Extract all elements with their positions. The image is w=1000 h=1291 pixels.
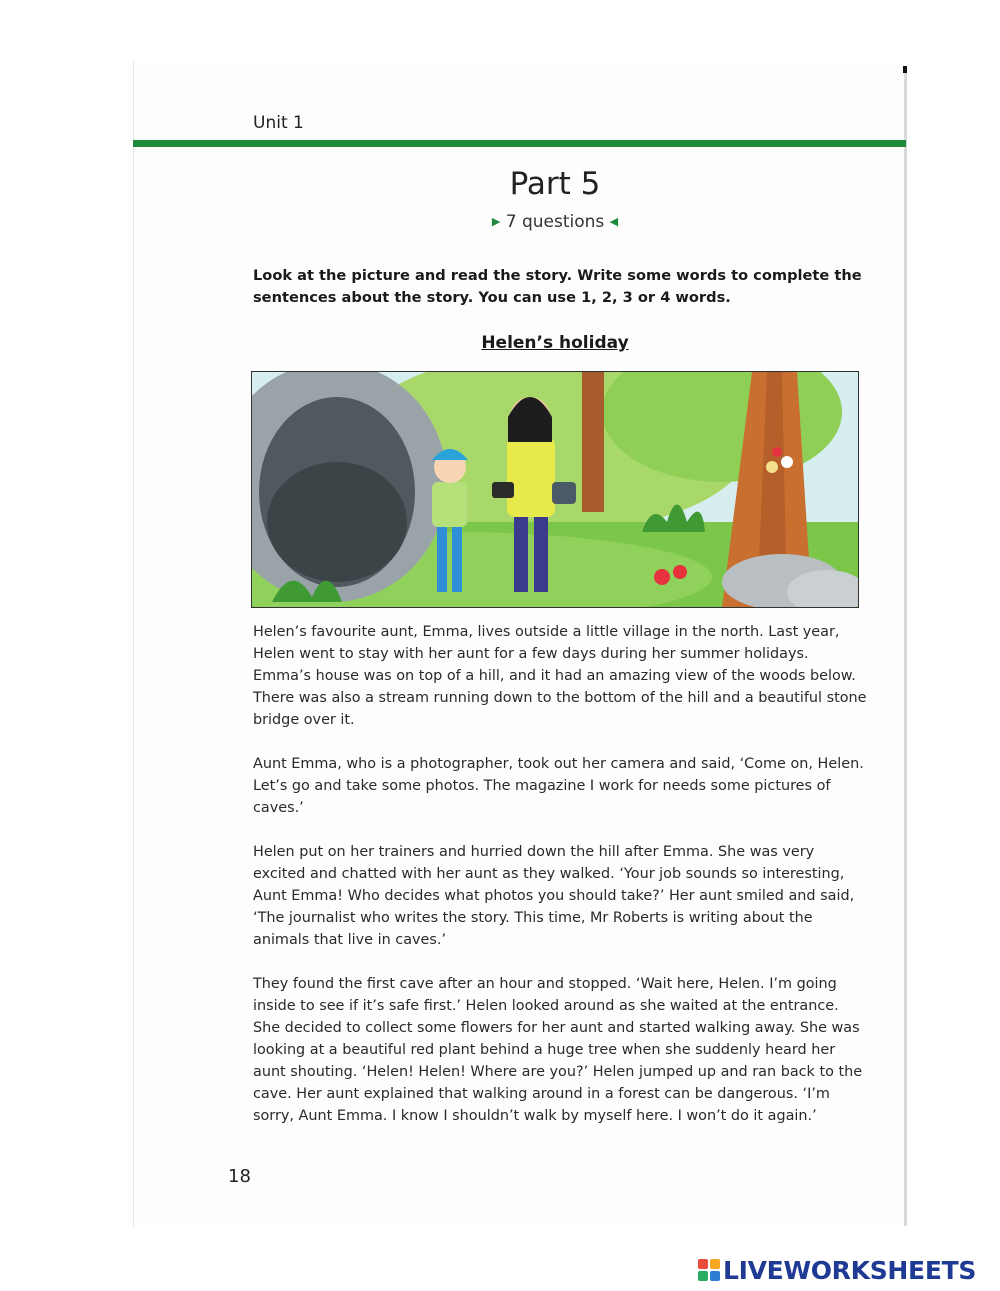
unit-label: Unit 1	[253, 113, 304, 133]
scan-mark	[903, 66, 907, 73]
logo-tile	[710, 1259, 720, 1269]
brand-name: LIVEWORKSHEETS	[723, 1255, 977, 1285]
story-text	[253, 621, 868, 1149]
story-paragraph: Helen’s favourite aunt, Emma, lives outside a little village in the north. Last year, Helen went to stay with her aunt for a few days during her summer holidays. Emma’s house was on top of a hill, and it had an amazing view of the woods below. There was also a stream running down to the bottom of the hill and a beautiful stone bridge over it.	[253, 624, 867, 728]
header-divider	[133, 140, 906, 147]
liveworksheets-logo-icon	[698, 1259, 720, 1281]
question-count	[400, 212, 710, 232]
story-title: Helen’s holiday	[481, 333, 629, 353]
instructions: Look at the picture and read the story. Write some words to complete the sentences about the story. You can use 1, 2, 3 or 4 words.	[253, 267, 862, 306]
brand-logo[interactable]	[698, 1254, 976, 1286]
logo-tile	[698, 1259, 708, 1269]
right-triangle-icon: ▶	[491, 215, 501, 228]
story-paragraph: Aunt Emma, who is a photographer, took out her camera and said, ‘Come on, Helen. Let’s go and take some photos. The magazine I work for needs some pictures of caves.’	[253, 756, 864, 816]
logo-tile	[710, 1271, 720, 1281]
question-count-label: 7 questions	[505, 212, 605, 232]
logo-tile	[698, 1271, 708, 1281]
story-illustration	[251, 371, 859, 608]
left-triangle-icon: ◀	[609, 215, 619, 228]
page-number: 18	[228, 1166, 251, 1187]
page-edge	[904, 66, 907, 1226]
story-paragraph: Helen put on her trainers and hurried down the hill after Emma. She was very excited and chatted with her aunt as they walked. ‘Your job sounds so interesting, Aunt Emma! Who decides what photos you should take?’ Her aunt smiled and said, ‘The journalist who writes the story. This time, Mr Roberts is writing about the animals that live in caves.’	[253, 844, 855, 948]
part-title: Part 5	[509, 166, 601, 202]
story-paragraph: They found the first cave after an hour and stopped. ‘Wait here, Helen. I’m going inside to see if it’s safe first.’ Helen looked around as she waited at the entrance. She decided to collect some flowers for her aunt and started walking away. She was looking at a beautiful red plant behind a huge tree when she suddenly heard her aunt shouting. ‘Helen! Helen! Where are you?’ Helen jumped up and ran back to the cave. Her aunt explained that walking around in a forest can be dangerous. ‘I’m sorry, Aunt Emma. I know I shouldn’t walk by myself here. I won’t do it again.’	[253, 976, 863, 1124]
